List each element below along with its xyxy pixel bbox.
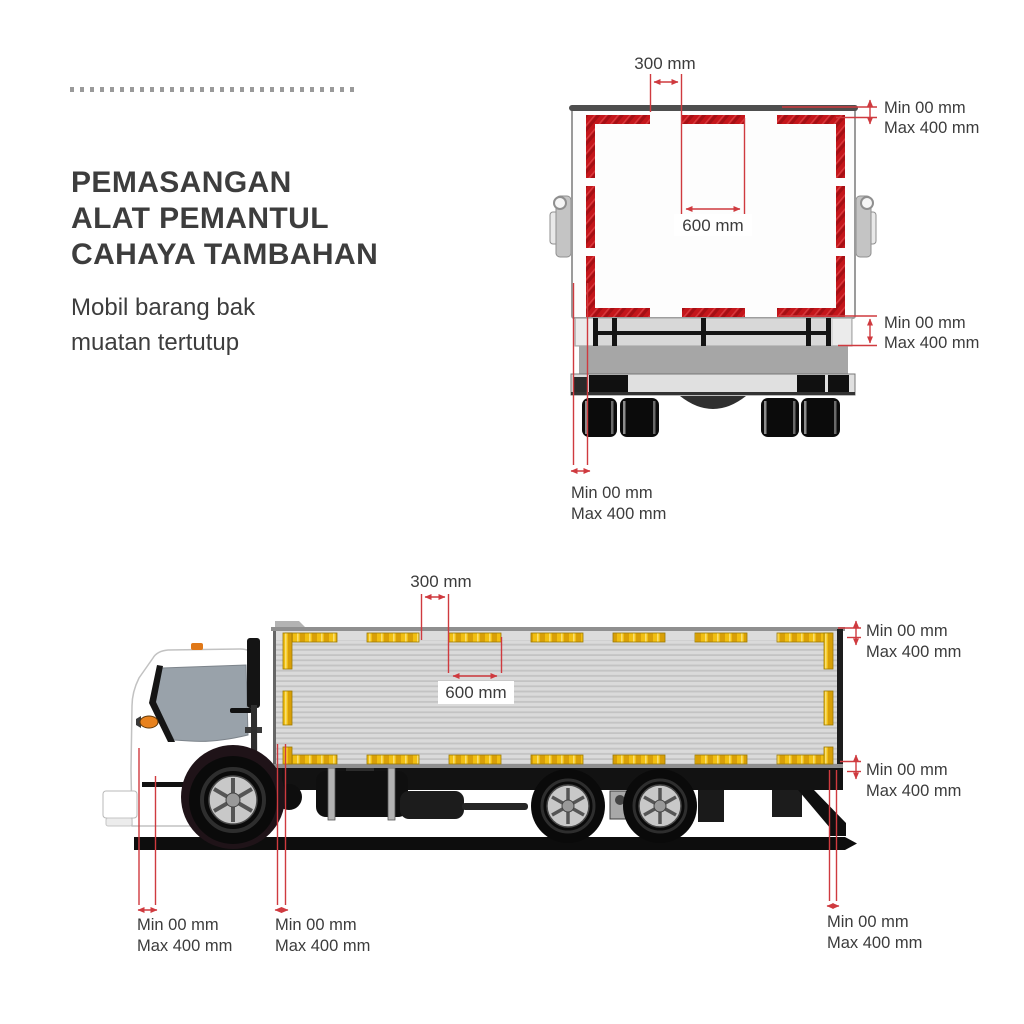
side-view-diagram — [60, 540, 1024, 1024]
tailgate — [575, 318, 852, 346]
mirror-bracket-right — [856, 196, 876, 257]
rear-wheel-1 — [531, 769, 605, 843]
rear-box-body — [572, 107, 855, 318]
box-rear-edge — [837, 629, 843, 768]
title-line-2: ALAT PEMANTUL — [71, 202, 329, 235]
box-top-edge — [271, 627, 845, 631]
box-front-edge — [273, 631, 276, 768]
front-wheel — [181, 745, 285, 849]
page-subtitle — [71, 290, 255, 360]
side-bottom-rear-min: Min 00 mm — [827, 913, 909, 931]
door-handle — [230, 708, 252, 713]
rear-bumper — [571, 374, 855, 395]
title-line-3: CAHAYA TAMBAHAN — [71, 238, 379, 271]
side-bottom-front-max: Max 400 mm — [137, 937, 233, 955]
rear-view-diagram — [540, 40, 1024, 540]
frame-band — [579, 346, 848, 374]
rear-top-right-max: Max 400 mm — [884, 119, 980, 137]
rear-bottom-right-max: Max 400 mm — [884, 334, 980, 352]
front-bumper — [103, 791, 137, 826]
roof-notch — [275, 621, 305, 627]
rear-bottom-right-min: Min 00 mm — [884, 314, 966, 332]
side-dim-segment-label: 600 mm — [445, 683, 507, 702]
side-bottom-front-min: Min 00 mm — [137, 916, 219, 934]
rear-bottom-left-max: Max 400 mm — [571, 505, 667, 523]
cargo-box — [271, 621, 845, 768]
mudflap-rear — [772, 790, 802, 817]
rear-dim-gap-label: 300 mm — [634, 54, 696, 73]
side-top-right-min: Min 00 mm — [866, 622, 948, 640]
side-bottom-cab-min: Min 00 mm — [275, 916, 357, 934]
rear-wheel-2 — [623, 769, 697, 843]
page-title — [71, 165, 378, 273]
subtitle-line-1: Mobil barang bak — [71, 294, 256, 321]
fuel-tank — [316, 767, 408, 820]
cab-trim — [142, 782, 186, 787]
subtitle-line-2: muatan tertutup — [71, 329, 240, 356]
mirror-bracket-left — [550, 196, 571, 257]
side-mid-right-min: Min 00 mm — [866, 761, 948, 779]
rear-top-right-min: Min 00 mm — [884, 99, 966, 117]
side-top-right-max: Max 400 mm — [866, 643, 962, 661]
turn-signal — [136, 716, 158, 728]
mudflap-front — [698, 790, 724, 822]
rear-roof-edge — [569, 105, 858, 111]
side-dim-gap-label: 300 mm — [410, 572, 472, 591]
side-mid-right-max: Max 400 mm — [866, 782, 962, 800]
side-dim-top-right — [838, 621, 961, 661]
rear-bottom-left-min: Min 00 mm — [571, 484, 653, 502]
muffler — [400, 791, 528, 819]
side-bottom-rear-max: Max 400 mm — [827, 934, 923, 952]
differential — [680, 396, 746, 409]
box-panel — [273, 631, 843, 768]
side-bottom-cab-max: Max 400 mm — [275, 937, 371, 955]
side-dim-mid-right — [840, 755, 961, 800]
dotted-divider — [70, 87, 359, 92]
underride-foot — [830, 827, 846, 836]
roof-marker — [191, 643, 203, 650]
rear-dim-segment-label: 600 mm — [682, 216, 744, 235]
title-line-1: PEMASANGAN — [71, 166, 292, 199]
box-bottom-edge — [273, 764, 843, 768]
